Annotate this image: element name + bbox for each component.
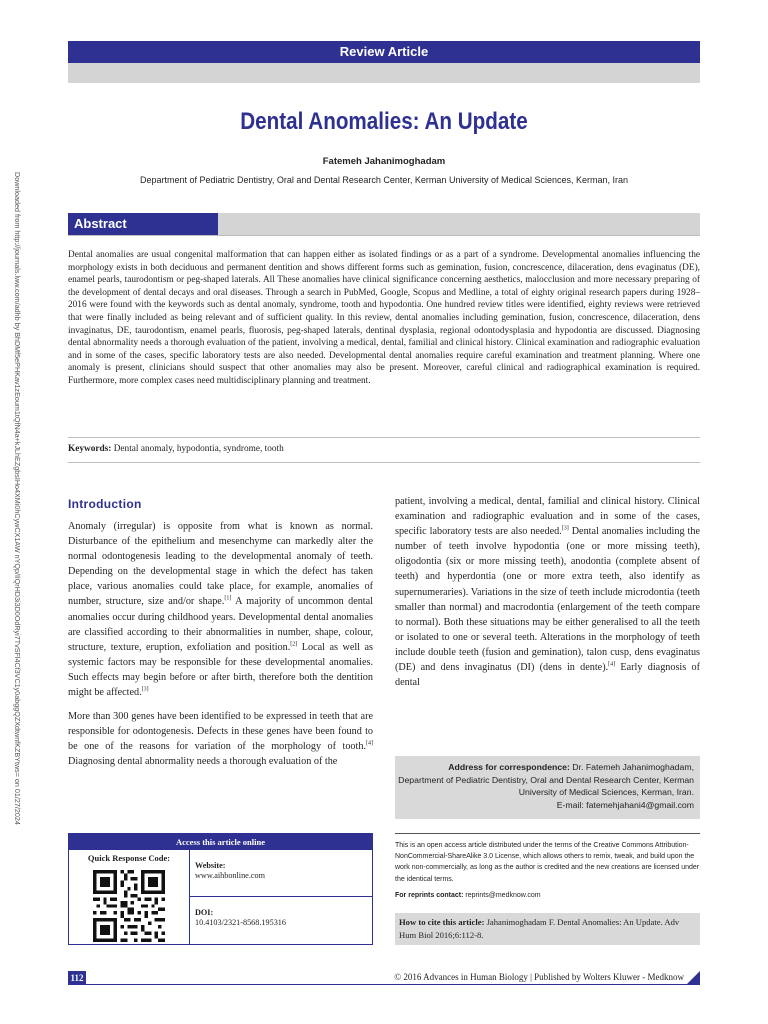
- abstract-heading-band: [68, 213, 218, 235]
- reprints-label: For reprints contact:: [395, 892, 464, 899]
- correspondence-box: [395, 756, 700, 819]
- author-affiliation: Department of Pediatric Dentistry, Oral and Dental Research Center, Kerman University of Medical Sciences, Kerman, Iran: [139, 175, 629, 185]
- cite-text: Jahanimoghadam F. Dental Anomalies: An Update. Adv Hum Biol 2016;6:112-8.: [399, 917, 680, 941]
- footer-copyright: © 2016 Advances in Human Biology | Published by Wolters Kluwer - Medknow: [394, 972, 684, 982]
- page-number: 112: [68, 971, 86, 985]
- doi-label: DOI:: [195, 908, 214, 917]
- footer-rule: [86, 984, 700, 985]
- citation[interactable]: [1]: [224, 596, 232, 603]
- website-link[interactable]: www.aihbonline.com: [195, 871, 265, 880]
- intro-right-column: [395, 494, 700, 690]
- qr-panel: [69, 850, 190, 944]
- qr-label: Quick Response Code:: [87, 853, 171, 863]
- citation[interactable]: [3]: [561, 525, 569, 532]
- keywords-list: Dental anomaly, hypodontia, syndrome, tooth: [113, 444, 284, 454]
- abstract-body: Dental anomalies are usual congenital malformation that can happen either as isolated findings or as a part of a syndrome. Developmental anomalies influencing the morphology exists in both deciduous and permanent dentition and shows different forms such as gemination, fusion, concrescence, dilaceration, dens evaginatus (DE), enamel pearls, taurodontism or peg-shaped laterals. All These anomalies have clinical significance concerning aesthetics, malocclusion and more necessary preparing of the development of dental decays and oral diseases. Through a search in PubMed, Google, Scopus and Medline, a total of eighty original research papers during 1928–2016 were found with the keywords such as dental anomaly, syndrome, tooth and hypodontia. One hundred review titles were identified, eighty reviews were retrieved that were finally included as being relevant and of sufficient quality. In this review, dental anomalies including gemination, fusion, concrescence, dilaceration, dens invaginatus, DE, taurodontism, enamel pearls, fluorosis, peg-shaped laterals, dentinal dysplasia, regional odontodysplasia and hypodontia are discussed. Diagnosing dental abnormality needs a thorough evaluation of the patient, involving a medical, dental, familial and clinical history. Clinical examination and radiographic evaluation and in some of the cases, specific laboratory tests are also needed. Developmental dental anomalies require careful examination and treatment planning. Where one anomaly is present, clinicians should suspect that other anomalies may also be present. Moreover, careful clinical and radiographical examination is required. Furthermore, more complex cases need multidisciplinary planning and treatment.: [68, 250, 700, 386]
- keywords-label: Keywords:: [68, 444, 112, 454]
- correspondence-name: Dr. Fatemeh Jahanimoghadam,: [569, 762, 694, 772]
- keywords-divider-bottom: [68, 462, 700, 463]
- access-online-box: [68, 833, 373, 945]
- intro-paragraph-3: patient, involving a medical, dental, familial and clinical history. Clinical examination and radiographic evaluation and in some of the cases, specific laboratory tests are also needed.[3] Dental anomalies including the number of teeth involve hypodontia (one or more missing teeth), oligodontia (six or more missing teeth), anodontia (complete absent of teeth) and hyperdontia (one or more extra teeth, also identify as supernumeraries). Variations in the size of teeth include microdontia (teeth smaller than normal) and macrodontia (enlargement of the teeth compare to normal). Both these situations may be either generalised to all the teeth or isolated to one or several teeth. Alterations in the morphology of teeth include double teeth (fusion and gemination), talon cusp, dens evaginatus (DE) and dens invaginatus (DI) (dens in dente).[4] Early diagnosis of dental: [395, 496, 700, 689]
- qr-code-icon[interactable]: [93, 870, 165, 942]
- article-type-label: Review Article: [339, 44, 429, 59]
- doi-link[interactable]: 10.4103/2321-8568.195316: [195, 918, 286, 927]
- reprints-email[interactable]: reprints@medknow.com: [463, 892, 541, 899]
- abstract-divider: [68, 235, 700, 236]
- intro-paragraph-2: More than 300 genes have been identified to be expressed in teeth that are responsible for odontogenesis. Defects in these genes have been found to be one of the reasons for variation of the morphology of tooth.[4] Diagnosing dental abnormality needs a thorough evaluation of the: [68, 711, 373, 768]
- correspondence-email[interactable]: E-mail: fatemehjahani4@gmail.com: [556, 799, 694, 810]
- abstract-heading: Abstract: [74, 216, 127, 231]
- article-type-band: [68, 41, 700, 63]
- footer-corner-mark: [686, 971, 700, 985]
- cite-label: How to cite this article:: [399, 917, 485, 927]
- download-watermark-text: Downloaded from http://journals.lww.com/adhb by BhDMf5ePHKav1zEoum1tQfN4a+kJLhEZgbsIHo4XMi0hCywCX1AW nYQp/IlQrHD3i3D0OdRyi7TvSFl4Cf3VC1y0abggQZXdtwnfKZBYtws= on 01/27/2024: [13, 172, 22, 825]
- abstract-gray-band: [218, 213, 700, 235]
- keywords-divider-top: [68, 437, 700, 438]
- intro-paragraph-1: Anomaly (irregular) is opposite from what is known as normal. Disturbance of the epithelium and mesenchyme can markedly alter the normal odontogenesis leading to the developmental anomaly of teeth. Depending on the developmental stage in which the defect has taken place, various anomalies could take place, for example, anomalies of number, structure, size and/or shape.[1] A majority of uncommon dental anomalies occur during childhood years. Developmental dental anomalies are classified according to their abnormalities in number, shape, colour, structure, texture, eruption, exfoliation and position.[2] Local as well as systemic factors may be responsible for these developmental anomalies. Such effects may begin before or after birth, therefore both the dentition might be affected.[3]: [68, 521, 373, 699]
- website-label: Website:: [195, 861, 226, 870]
- reprints-contact: [395, 892, 700, 899]
- website-panel: [190, 850, 372, 897]
- author-name: Fatemeh Jahanimoghadam: [322, 156, 446, 167]
- header-gray-band: [68, 63, 700, 83]
- citation[interactable]: [4]: [366, 740, 373, 747]
- correspondence-line2: Department of Pediatric Dentistry, Oral and Dental Research Center, Kerman: [398, 774, 694, 785]
- citation[interactable]: [4]: [608, 661, 616, 668]
- citation-box: [395, 913, 700, 945]
- doi-panel: [190, 897, 372, 944]
- correspondence-line3: University of Medical Sciences, Kerman, Iran.: [518, 787, 694, 798]
- keywords: [68, 444, 700, 454]
- license-text: This is an open access article distributed under the terms of the Creative Commons Attribution-NonCommercial-ShareAlike 3.0 License, which allows others to remix, tweak, and build upon the work non-commercially, as long as the author is credited and the new creations are licensed under the identical terms.: [395, 842, 700, 883]
- introduction-heading: Introduction: [68, 497, 142, 511]
- download-watermark: [13, 172, 23, 825]
- license-divider: [395, 833, 700, 834]
- correspondence-label: Address for correspondence:: [448, 762, 570, 772]
- citation[interactable]: [3]: [141, 686, 149, 693]
- intro-left-column: [68, 519, 373, 770]
- citation[interactable]: [2]: [290, 641, 298, 648]
- access-title: Access this article online: [69, 834, 372, 850]
- article-title: Dental Anomalies: An Update: [240, 108, 528, 135]
